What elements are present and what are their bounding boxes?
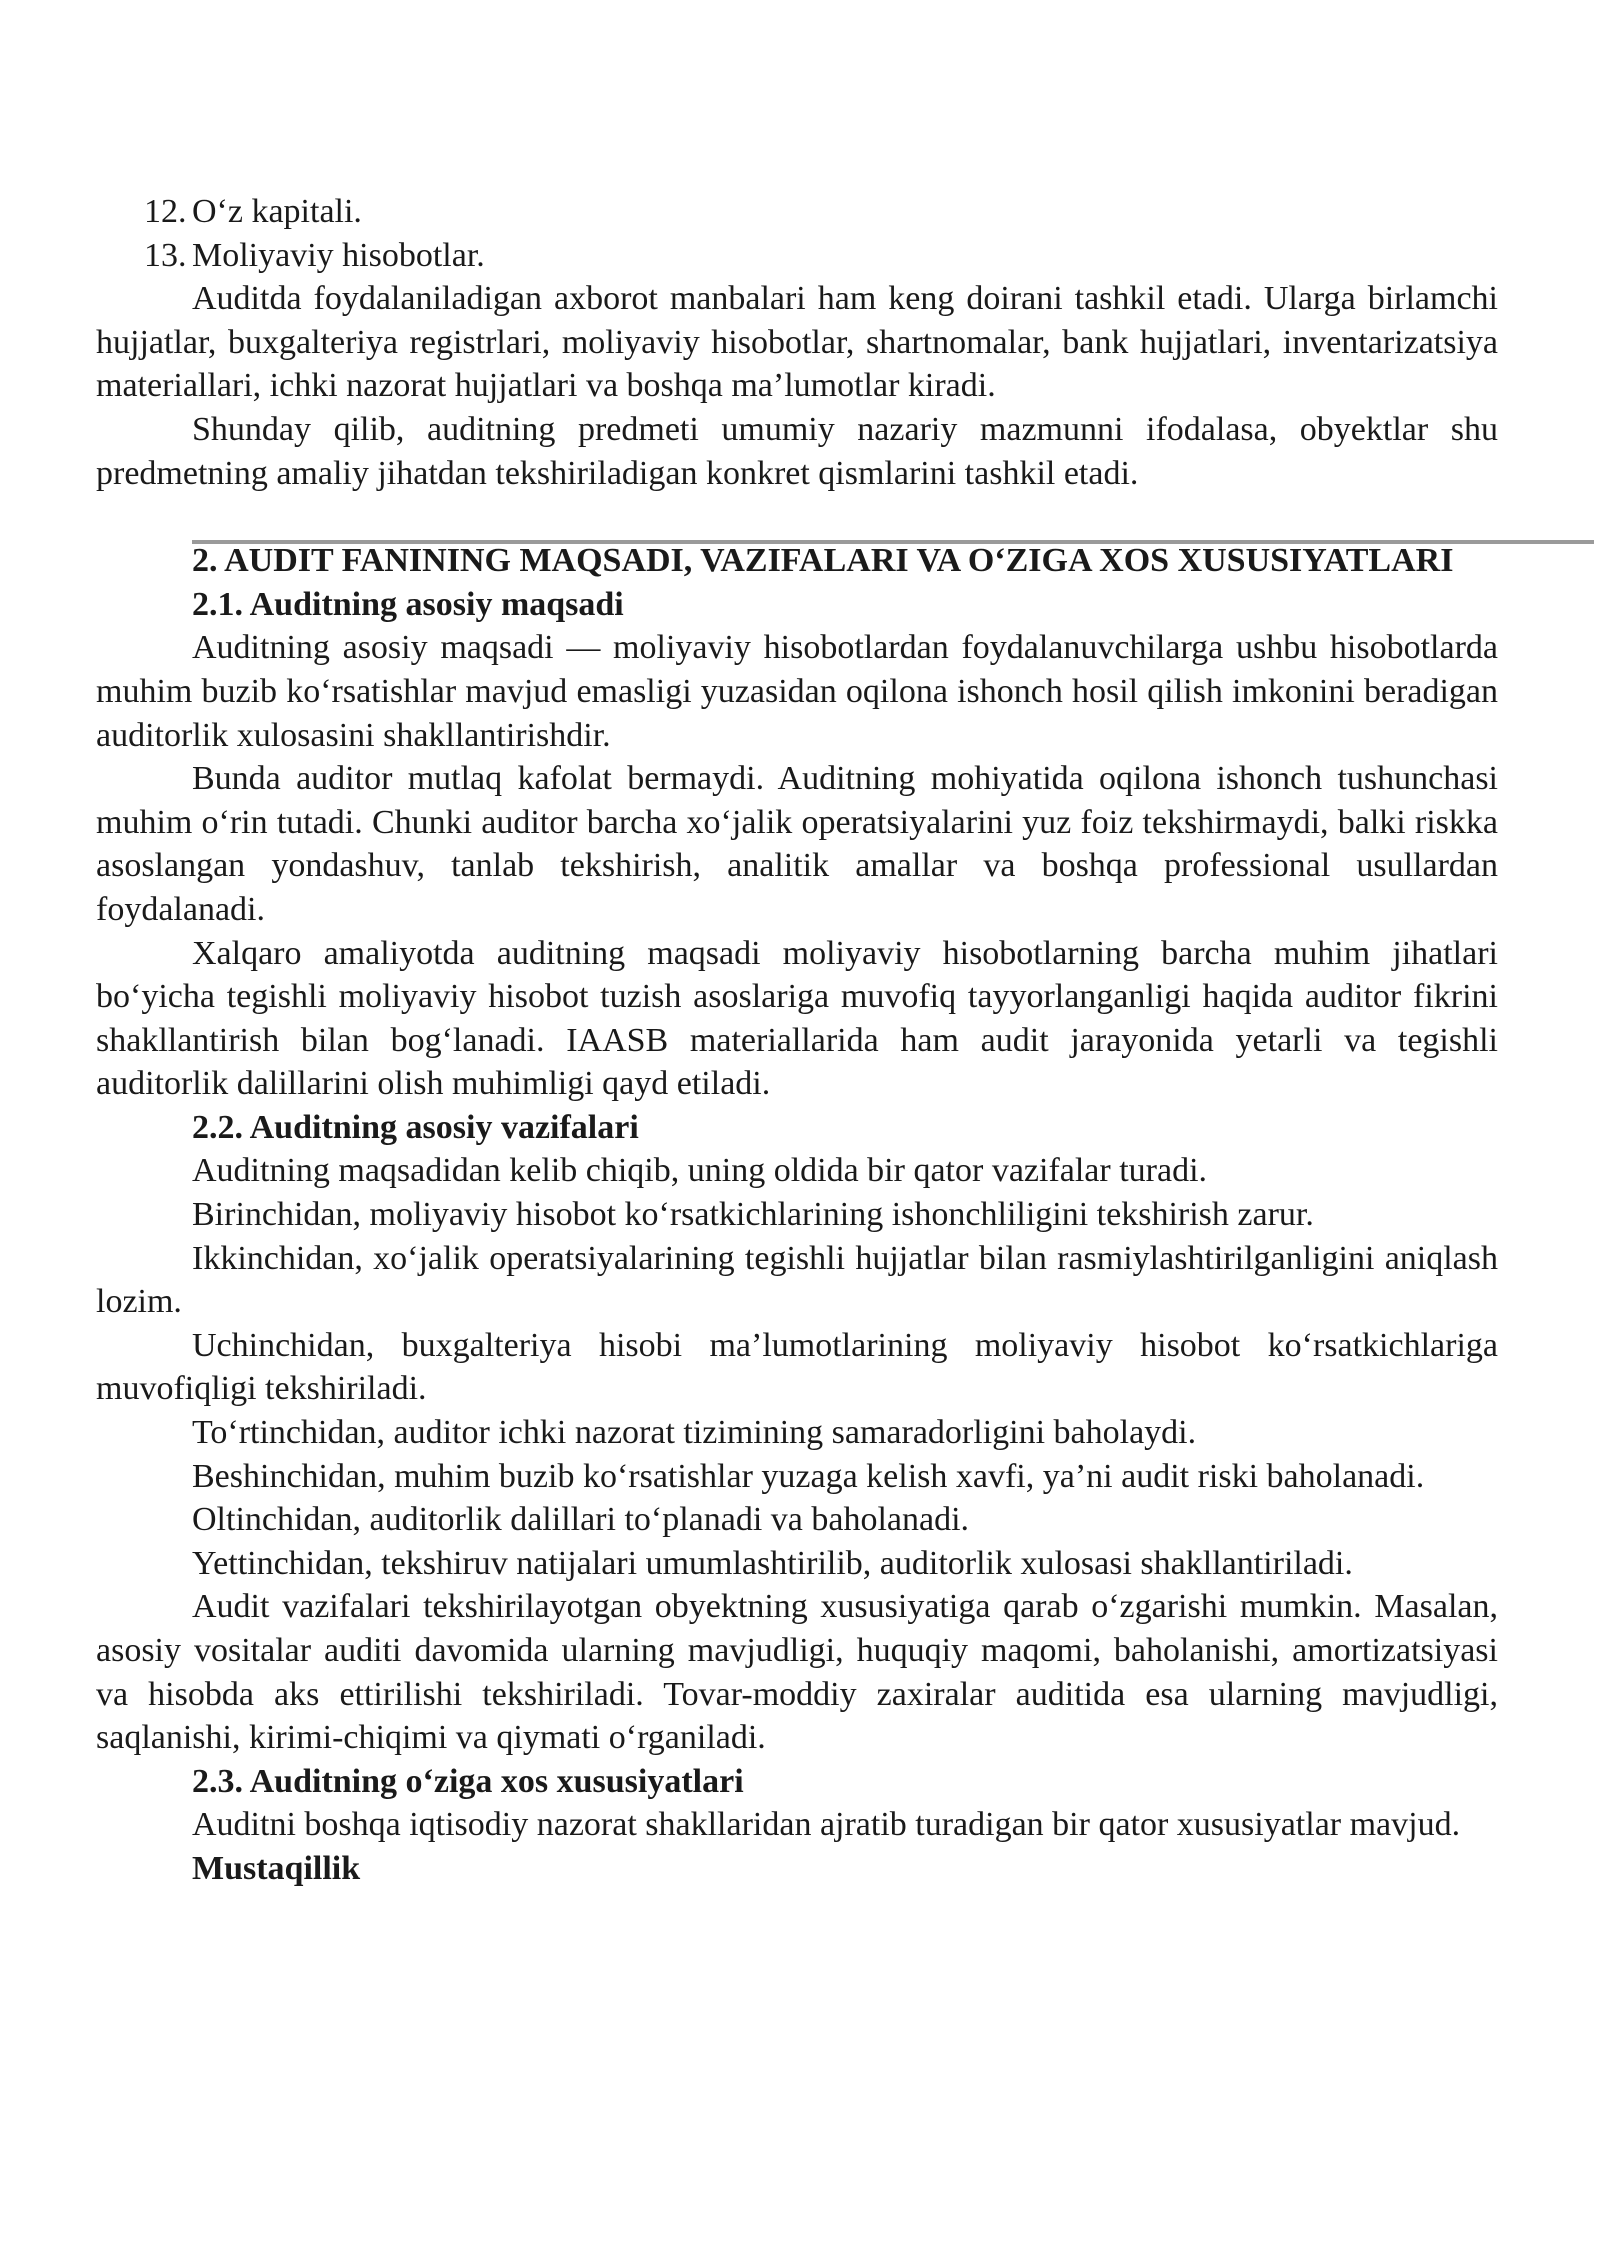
paragraph: Oltinchidan, auditorlik dalillari to‘planadi va baholanadi. [192,1501,970,1539]
paragraph: To‘rtinchidan, auditor ichki nazorat tizimining samaradorligini baholaydi. [192,1414,1197,1452]
subsection-heading-2-1: 2.1. Auditning asosiy maqsadi [192,585,624,623]
paragraph: Bunda auditor mutlaq kafolat bermaydi. Auditning mohiyatida oqilona ishonch tushunchasi muhim o‘rin tutadi. Chunki auditor barcha xo‘jalik operatsiyalarini yuz foiz tekshirmaydi, balki riskka asoslangan yondashuv, tanlab tekshirish, analitik amallar va boshqa professional usullardan foydalanadi. [96,760,1498,928]
subsection-heading-2-3: 2.3. Auditning o‘ziga xos xususiyatlari [192,1762,744,1800]
subheading-independence: Mustaqillik [192,1849,361,1887]
subsection-heading-2-2: 2.2. Auditning asosiy vazifalari [192,1108,639,1146]
list-number: 12. [144,193,187,230]
paragraph: Auditni boshqa iqtisodiy nazorat shakllaridan ajratib turadigan bir qator xususiyatlar mavjud. [192,1806,1461,1844]
list-text: O‘z kapitali. [192,193,362,230]
paragraph: Auditning asosiy maqsadi — moliyaviy hisobotlardan foydalanuvchilarga ushbu hisobotlarda muhim buzib ko‘rsatishlar mavjud emasligi yuzasidan oqilona ishonch hosil qilish imkonini beradigan auditorlik xulosasini shakllantirishdir. [96,629,1498,754]
paragraph: Yettinchidan, tekshiruv natijalari umumlashtirilib, auditorlik xulosasi shakllantiriladi. [192,1544,1353,1582]
document-page [96,190,1498,1891]
paragraph: Ikkinchidan, xo‘jalik operatsiyalarining tegishli hujjatlar bilan rasmiylashtirilganligini aniqlash lozim. [96,1239,1498,1321]
paragraph: Audit vazifalari tekshirilayotgan obyektning xususiyatiga qarab o‘zgarishi mumkin. Masalan, asosiy vositalar auditi davomida ularning mavjudligi, huquqiy maqomi, baholanishi, amortizatsiyasi va hisobda aks ettirilishi tekshiriladi. Tovar-moddiy zaxiralar auditida esa ularning mavjudligi, saqlanishi, kirimi-chiqimi va qiymati o‘rganiladi. [96,1588,1498,1757]
paragraph: Birinchidan, moliyaviy hisobot ko‘rsatkichlarining ishonchliligini tekshirish zarur. [192,1196,1314,1234]
list-item [96,234,1498,278]
paragraph: Auditning maqsadidan kelib chiqib, uning oldida bir qator vazifalar turadi. [192,1152,1208,1190]
paragraph: Xalqaro amaliyotda auditning maqsadi moliyaviy hisobotlarning barcha muhim jihatlari bo‘yicha tegishli moliyaviy hisobot tuzish asoslariga muvofiq tayyorlanganligi haqida auditor fikrini shakllantirish bilan bog‘lanadi. IAASB materiallarida ham audit jarayonida yetarli va tegishli auditorlik dalillarini olish muhimligi qayd etiladi. [96,934,1498,1103]
list-number: 13. [144,236,187,274]
section-heading: 2. AUDIT FANINING MAQSADI, VAZIFALARI VA O‘ZIGA XOS XUSUSIYATLARI [192,542,1454,580]
list-item [96,190,1498,234]
paragraph: Beshinchidan, muhim buzib ko‘rsatishlar yuzaga kelish xavfi, ya’ni audit riski baholanadi. [192,1457,1425,1495]
paragraph-sources: Auditda foydalaniladigan axborot manbalari ham keng doirani tashkil etadi. Ularga birlamchi hujjatlar, buxgalteriya registrlari, moliyaviy hisobotlar, shartnomalar, bank hujjatlari, inventarizatsiya materiallari, ichki nazorat hujjatlari va boshqa ma’lumotlar kiradi. [96,280,1498,405]
list-text: Moliyaviy hisobotlar. [192,236,485,274]
paragraph-summary: Shunday qilib, auditning predmeti umumiy nazariy mazmunni ifodalasa, obyektlar shu predmetning amaliy jihatdan tekshiriladigan konkret qismlarini tashkil etadi. [96,410,1498,492]
paragraph: Uchinchidan, buxgalteriya hisobi ma’lumotlarining moliyaviy hisobot ko‘rsatkichlariga muvofiqligi tekshiriladi. [96,1326,1498,1408]
